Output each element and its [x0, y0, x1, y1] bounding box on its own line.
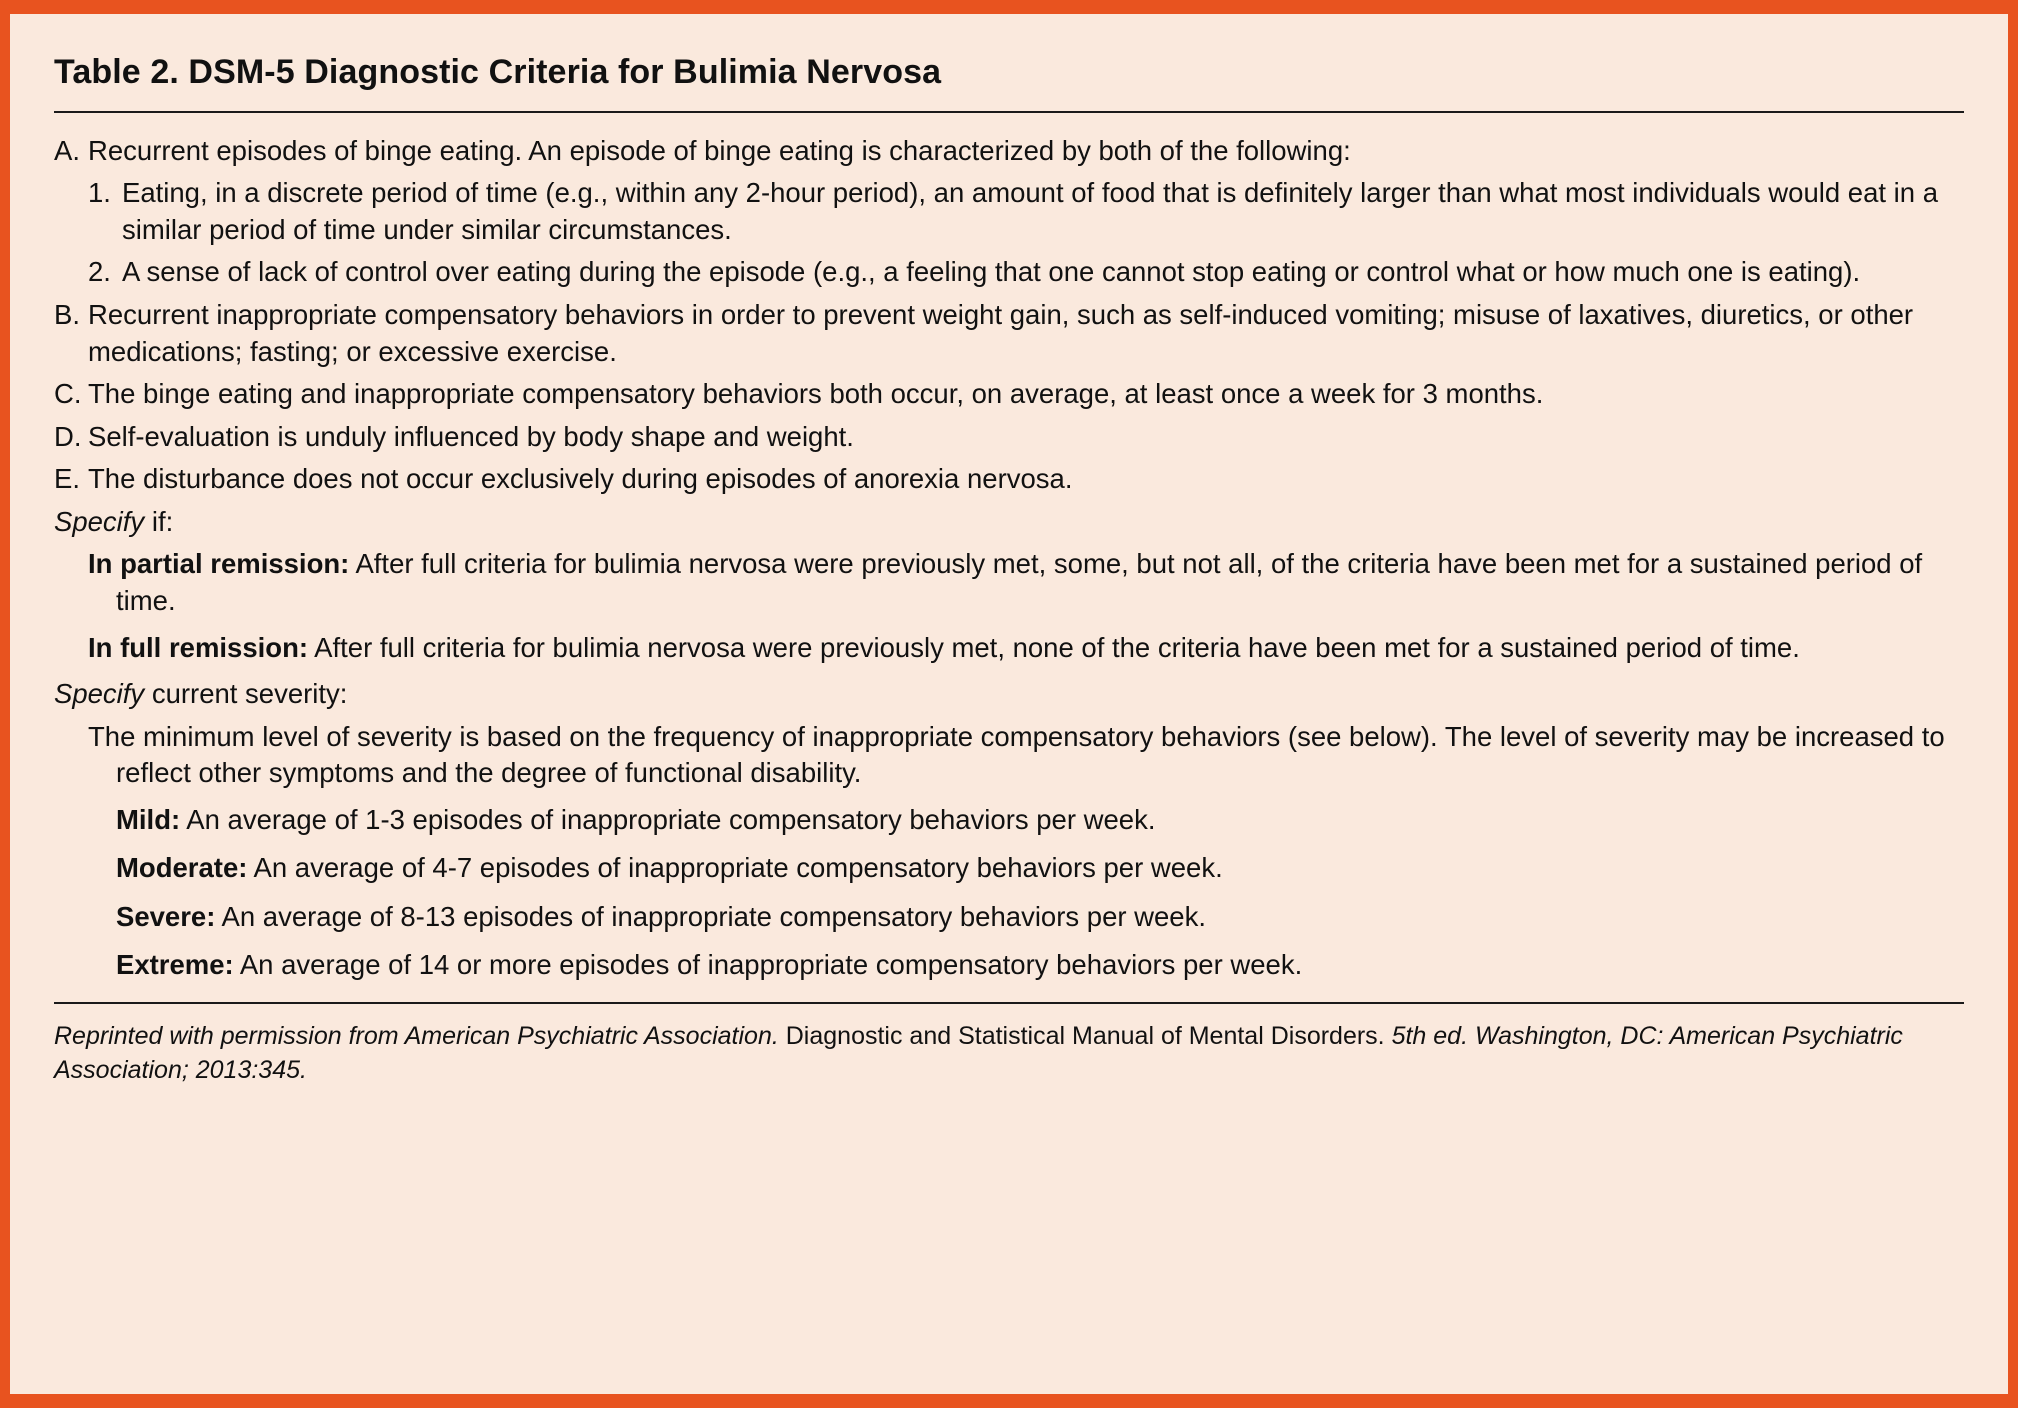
criterion-a-subitem-1	[54, 175, 1964, 248]
criterion-a-subitem-2-text: A sense of lack of control over eating during the episode (e.g., a feeling that one cannot stop eating or control what or how much one is eating).	[122, 256, 1861, 288]
footnote-part-3: 5th ed. Washington, DC: American Psychiatric Association; 2013:345.	[54, 1022, 1903, 1084]
criterion-a	[54, 133, 1964, 170]
specify-severity-heading	[54, 676, 1964, 713]
specify-if-label: Specify	[54, 505, 145, 537]
remission-full	[54, 630, 1964, 667]
remission-full-term: In full remission:	[88, 631, 309, 663]
criterion-d	[54, 419, 1964, 456]
remission-partial-text: After full criteria for bulimia nervosa were previously met, some, but not all, of the criteria have been met for a sustained period of time.	[116, 548, 1923, 616]
footnote	[54, 1004, 1964, 1088]
specify-if-heading	[54, 504, 1964, 541]
severity-severe	[54, 899, 1964, 936]
severity-mild-term: Mild:	[116, 803, 181, 835]
criterion-c-text: The binge eating and inappropriate compensatory behaviors both occur, on average, at least once a week for 3 months.	[88, 378, 1544, 410]
severity-extreme-text: An average of 14 or more episodes of inappropriate compensatory behaviors per week.	[233, 949, 1303, 981]
severity-mild	[54, 802, 1964, 839]
criteria-list	[54, 113, 1964, 984]
criterion-a-subitem-1-text: Eating, in a discrete period of time (e.g., within any 2-hour period), an amount of food that is definitely larger than what most individuals would eat in a similar period of time under similar circumstances.	[122, 177, 1939, 245]
severity-extreme	[54, 947, 1964, 984]
severity-moderate-text: An average of 4-7 episodes of inappropriate compensatory behaviors per week.	[247, 852, 1223, 884]
severity-extreme-term: Extreme:	[116, 949, 234, 981]
criterion-d-letter: D.	[54, 420, 82, 452]
criterion-a-text: Recurrent episodes of binge eating. An episode of binge eating is characterized by both of the following:	[88, 134, 1351, 166]
table-inner	[10, 14, 2008, 1394]
criterion-d-text: Self-evaluation is unduly influenced by body shape and weight.	[88, 420, 854, 452]
criterion-a-letter: A.	[54, 134, 80, 166]
page-title: Table 2. DSM-5 Diagnostic Criteria for Bulimia Nervosa	[54, 53, 942, 91]
criterion-c-letter: C.	[54, 378, 82, 410]
remission-full-text: After full criteria for bulimia nervosa were previously met, none of the criteria have been met for a sustained period of time.	[308, 631, 1800, 663]
criterion-e	[54, 461, 1964, 498]
severity-mild-text: An average of 1-3 episodes of inappropriate compensatory behaviors per week.	[180, 803, 1156, 835]
criterion-c	[54, 376, 1964, 413]
severity-severe-text: An average of 8-13 episodes of inappropriate compensatory behaviors per week.	[215, 900, 1206, 932]
severity-moderate-term: Moderate:	[116, 852, 248, 884]
specify-if-label-rest: if:	[144, 505, 174, 537]
remission-partial	[54, 546, 1964, 619]
severity-moderate	[54, 850, 1964, 887]
criterion-a-subitem-2-num: 2.	[88, 256, 111, 288]
criterion-a-subitem-1-num: 1.	[88, 177, 111, 209]
specify-severity-label-rest: current severity:	[144, 678, 348, 710]
footnote-part-1: Reprinted with permission from American Psychiatric Association.	[54, 1022, 779, 1051]
remission-partial-term: In partial remission:	[88, 548, 350, 580]
criterion-b	[54, 297, 1964, 370]
criterion-a-subitem-2	[54, 254, 1964, 291]
criterion-b-text: Recurrent inappropriate compensatory behaviors in order to prevent weight gain, such as self-induced vomiting; misuse of laxatives, diuretics, or other medications; fasting; or excessive exercise.	[88, 299, 1914, 367]
criterion-e-text: The disturbance does not occur exclusively during episodes of anorexia nervosa.	[88, 463, 1073, 495]
criterion-b-letter: B.	[54, 299, 80, 331]
footnote-part-2: Diagnostic and Statistical Manual of Mental Disorders.	[778, 1022, 1392, 1051]
severity-intro: The minimum level of severity is based on the frequency of inappropriate compensatory behaviors (see below). The level of severity may be increased to reflect other symptoms and the degree of functional disability.	[88, 720, 1945, 789]
severity-severe-term: Severe:	[116, 900, 216, 932]
criterion-e-letter: E.	[54, 463, 80, 495]
specify-severity-label: Specify	[54, 678, 145, 710]
